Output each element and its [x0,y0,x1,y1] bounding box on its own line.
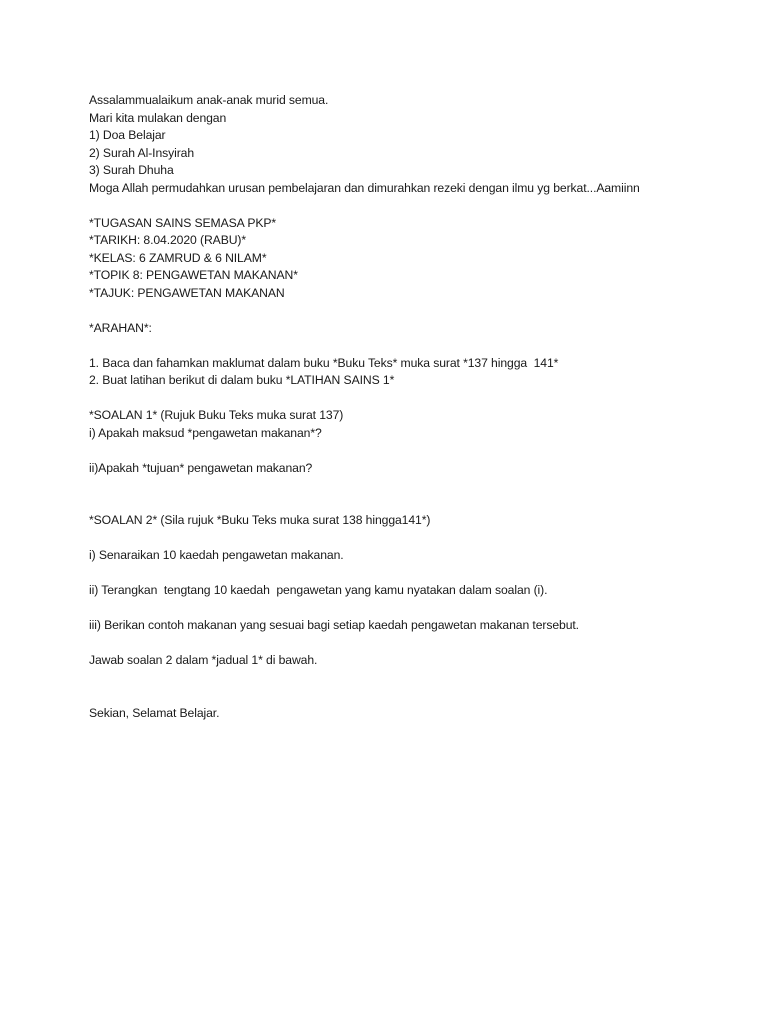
question-item: ii) Terangkan tengtang 10 kaedah pengawetan yang kamu nyatakan dalam soalan (i). [89,583,548,597]
spacer [89,302,729,320]
spacer [89,600,729,618]
question-2-section [89,512,729,670]
question-1-section [89,407,729,477]
spacer [89,337,729,355]
greeting-section [89,92,729,197]
question-item: iii) Berikan contoh makanan yang sesuai bagi setiap kaedah pengawetan makanan tersebut. [89,618,579,632]
prayer-item: 3) Surah Dhuha [89,163,174,177]
question-item: i) Apakah maksud *pengawetan makanan*? [89,425,322,440]
header-line: *KELAS: 6 ZAMRUD & 6 NILAM* [89,250,267,265]
answer-note: Jawab soalan 2 dalam *jadual 1* di bawah. [89,653,318,667]
prayer-item: 1) Doa Belajar [89,128,166,142]
spacer [89,670,729,705]
spacer [89,390,729,408]
instructions-section [89,320,729,390]
header-line: *TUGASAN SAINS SEMASA PKP* [89,215,277,230]
spacer [89,565,729,583]
header-line: *TOPIK 8: PENGAWETAN MAKANAN* [89,268,298,282]
greeting-line: Moga Allah permudahkan urusan pembelajaran dan dimurahkan rezeki dengan ilmu yg berkat...Aamiinn [89,180,640,195]
instructions-title: *ARAHAN*: [89,320,152,335]
document-body [89,92,729,722]
spacer [89,197,729,215]
spacer [89,635,729,653]
question-1-title: *SOALAN 1* (Rujuk Buku Teks muka surat 137) [89,408,344,422]
header-line: *TAJUK: PENGAWETAN MAKANAN [89,285,285,300]
instruction-item: 1. Baca dan fahamkan maklumat dalam buku *Buku Teks* muka surat *137 hingga 141* [89,355,559,370]
header-line: *TARIKH: 8.04.2020 (RABU)* [89,233,247,247]
greeting-line: Assalammualaikum anak-anak murid semua. [89,93,329,107]
prayer-item: 2) Surah Al-Insyirah [89,145,195,160]
spacer [89,477,729,512]
question-item: i) Senaraikan 10 kaedah pengawetan makanan. [89,548,344,562]
greeting-line: Mari kita mulakan dengan [89,110,227,125]
instruction-item: 2. Buat latihan berikut di dalam buku *LATIHAN SAINS 1* [89,373,395,387]
spacer [89,442,729,460]
assignment-header [89,215,729,303]
spacer [89,530,729,548]
question-2-title: *SOALAN 2* (Sila rujuk *Buku Teks muka surat 138 hingga141*) [89,513,431,527]
question-item: ii)Apakah *tujuan* pengawetan makanan? [89,460,313,475]
closing-line: Sekian, Selamat Belajar. [89,705,220,720]
